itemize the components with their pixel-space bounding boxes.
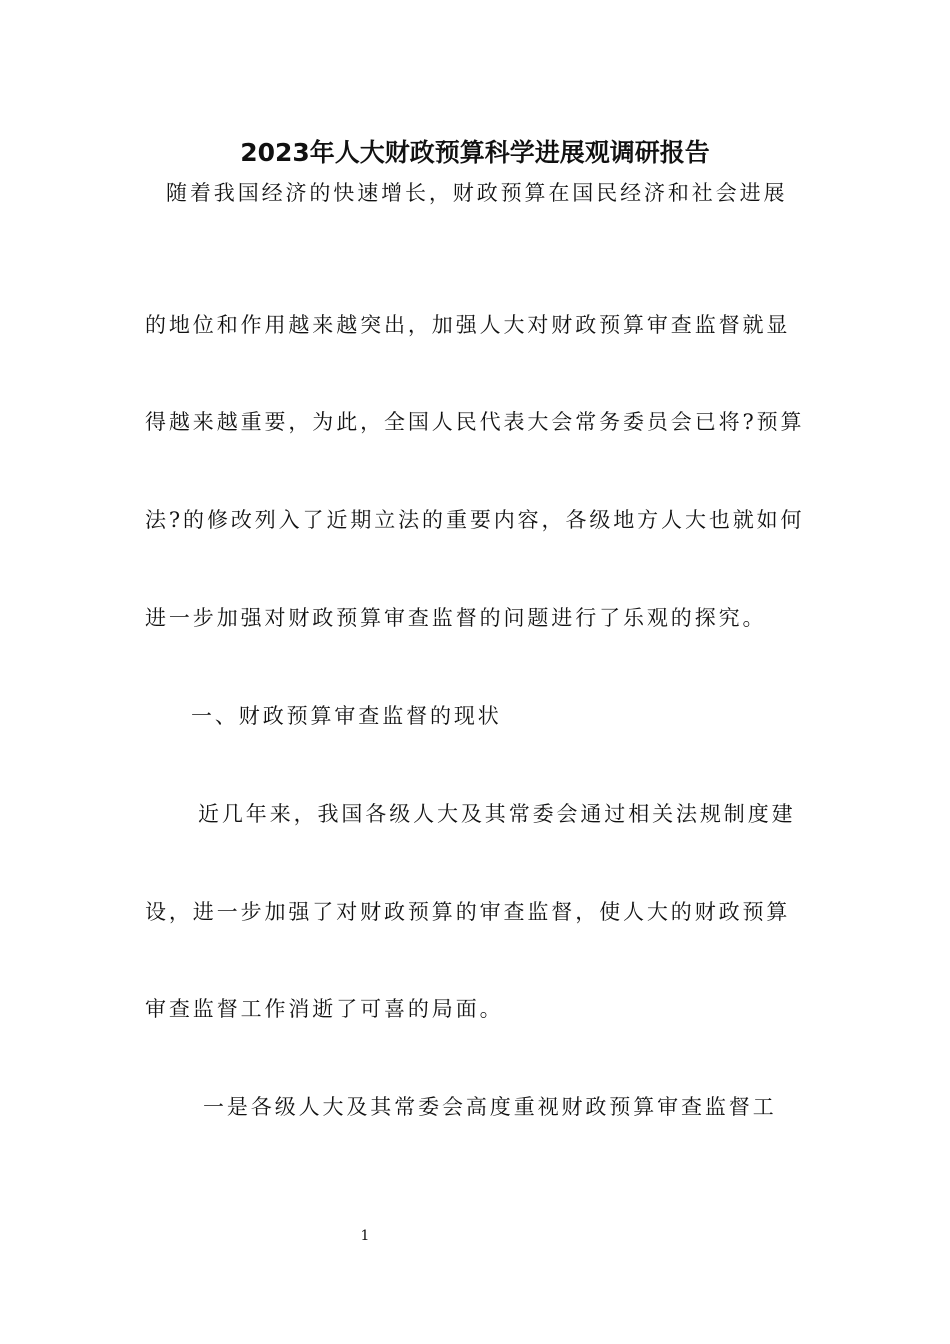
paragraph-1-line-1: 随着我国经济的快速增长，财政预算在国民经济和社会进展	[166, 181, 788, 205]
paragraph-1-line-4: 法?的修改列入了近期立法的重要内容，各级地方人大也就如何	[145, 508, 805, 532]
paragraph-1-line-5: 进一步加强对财政预算审查监督的问题进行了乐观的探究。	[145, 606, 767, 630]
paragraph-1-line-3: 得越来越重要，为此，全国人民代表大会常务委员会已将?预算	[145, 410, 805, 434]
section-heading-1: 一、财政预算审查监督的现状	[191, 704, 502, 728]
page-number: 1	[360, 1228, 370, 1244]
paragraph-2-line-1: 近几年来，我国各级人大及其常委会通过相关法规制度建	[198, 802, 796, 826]
document-title: 2023年人大财政预算科学进展观调研报告	[240, 138, 710, 167]
paragraph-1-line-2: 的地位和作用越来越突出，加强人大对财政预算审查监督就显	[145, 313, 791, 337]
paragraph-2-line-2: 设，进一步加强了对财政预算的审查监督，使人大的财政预算	[145, 900, 791, 924]
paragraph-3-line-1: 一是各级人大及其常委会高度重视财政预算审查监督工	[203, 1095, 777, 1119]
paragraph-2-line-3: 审查监督工作消逝了可喜的局面。	[145, 997, 504, 1021]
